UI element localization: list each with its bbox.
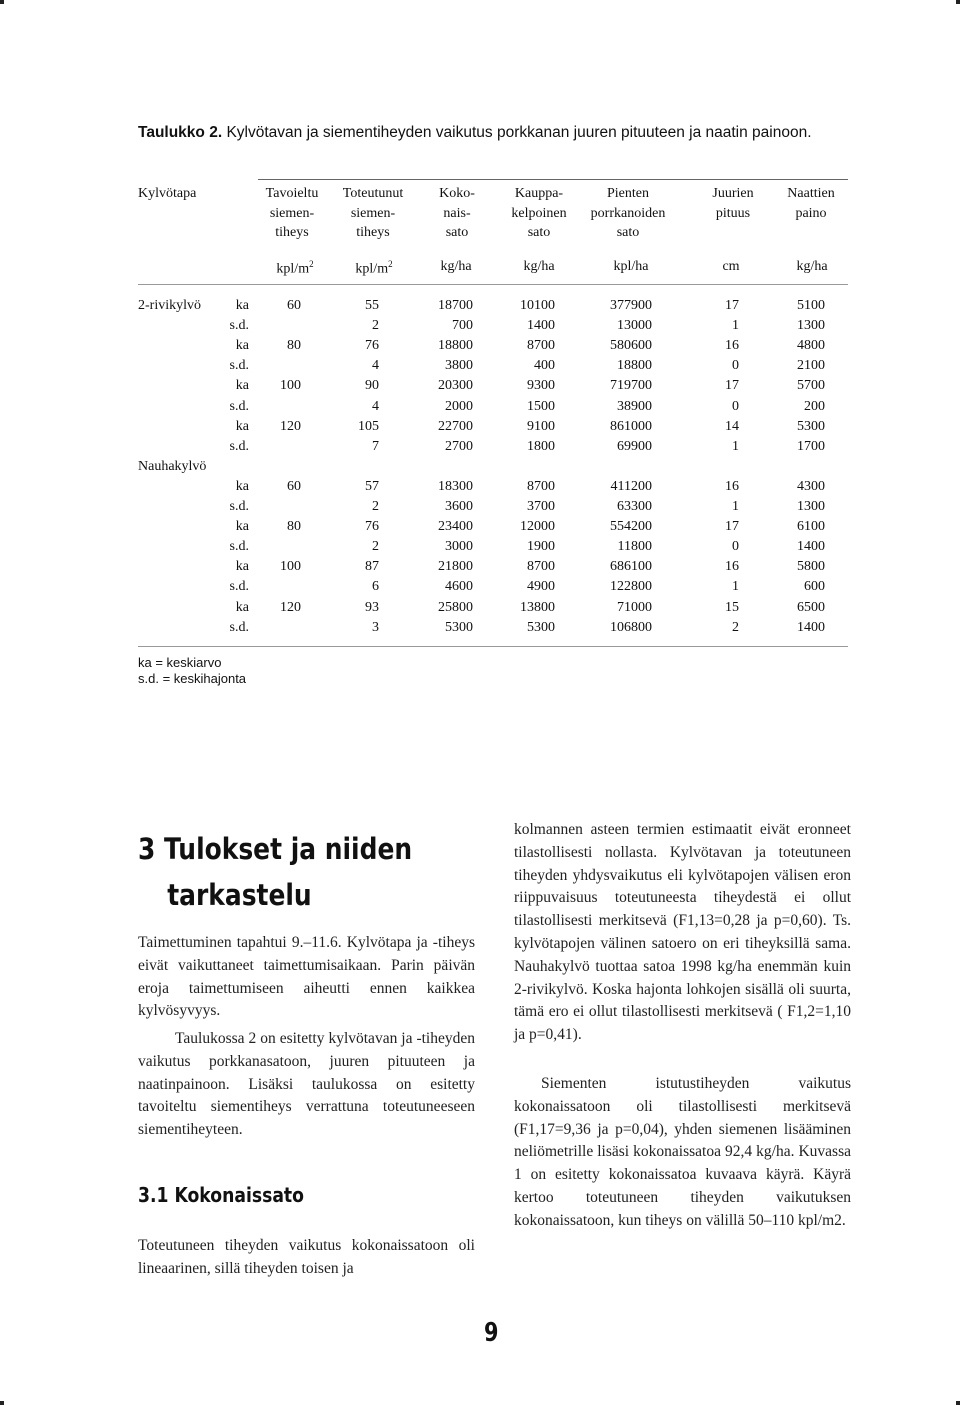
- table-row: [0, 338, 960, 358]
- cell-total: 3600: [445, 499, 473, 514]
- cell-actual: 90: [365, 378, 379, 394]
- cell-target: 80: [287, 519, 301, 535]
- cell-total: 18300: [438, 478, 473, 494]
- cell-leaf: 1300: [797, 499, 825, 514]
- cell-small: 18800: [617, 358, 652, 374]
- left-paragraph-3: Toteutuneen tiheyden vaikutus kokonaissatoon oli lineaarinen, sillä tiheyden toisen ja: [138, 1237, 475, 1277]
- cell-market: 3700: [527, 499, 555, 514]
- cell-total: 23400: [438, 519, 473, 535]
- cell-stat: ka: [235, 338, 249, 354]
- cell-leaf: 6500: [797, 599, 825, 615]
- cell-root: 1: [732, 318, 739, 334]
- cell-market: 1500: [527, 398, 555, 414]
- page-number: 9: [484, 1318, 499, 1348]
- cell-total: 5300: [445, 619, 473, 635]
- cell-total: 3800: [445, 358, 473, 374]
- table-row: [0, 399, 960, 419]
- cell-leaf: 600: [804, 579, 825, 595]
- cell-stat: s.d.: [229, 499, 249, 514]
- cell-stat: ka: [235, 478, 249, 494]
- cell-target: 100: [280, 378, 301, 394]
- cell-total: 21800: [438, 559, 473, 575]
- cell-stat: s.d.: [229, 358, 249, 374]
- cell-target: 120: [280, 599, 301, 615]
- cell-root: 2: [732, 619, 739, 635]
- cell-root: 16: [725, 559, 739, 575]
- unit-target: kpl/$m^2$: [276, 259, 314, 277]
- legend-sd: s.d. = keskihajonta: [138, 671, 247, 686]
- header-leaf-weight: Naattien paino: [787, 186, 835, 221]
- table-caption: [138, 124, 858, 142]
- crop-mark-top-right: [956, 0, 960, 4]
- cell-small: 122800: [610, 579, 652, 595]
- cell-root: 1: [732, 438, 739, 454]
- cell-target: 60: [287, 478, 301, 494]
- cell-leaf: 4300: [797, 478, 825, 494]
- cell-small: 13000: [617, 318, 652, 334]
- cell-market: 13800: [520, 599, 555, 615]
- cell-leaf: 6100: [797, 519, 825, 535]
- table-row: [0, 539, 960, 559]
- table-row: [0, 620, 960, 640]
- cell-stat: s.d.: [229, 318, 249, 334]
- cell-actual: 76: [365, 519, 379, 535]
- header-small-yield: Pienten porrkanoiden sato: [590, 186, 666, 240]
- right-paragraph-1: kolmannen asteen termien estimaatit eivät eronneet tilastollisesti nollasta. Kylvötavan ja toteutuneen tiheyden yhdysvaikutus eli kylvötapojen välisen eron riippuvaisuus toteutuneesta tiheydestä ei ollut tilastollisesti merkitsevä (F1,13=0,28 ja p=0,60). Ts. kylvötapojen välinen satoero on eri tiheyksillä sama. Nauhakylvö tuottaa satoa 1998 kg/ha enemmän kuin 2-rivikylvö. Koska hajonta lohkojen sisällä oli suurta, tämä ero ei ollut tilastollisesti merkitsevä ( F1,2=1,10 ja p=0,41).: [514, 821, 851, 1044]
- cell-leaf: 1700: [797, 438, 825, 454]
- table-header-rule: [138, 284, 848, 285]
- cell-stat: s.d.: [229, 579, 249, 595]
- table-row: [0, 358, 960, 378]
- cell-stat: ka: [235, 519, 249, 535]
- cell-group: Nauhakylvö: [138, 458, 207, 474]
- legend-ka: ka = keskiarvo: [138, 655, 222, 670]
- cell-leaf: 4800: [797, 338, 825, 354]
- cell-root: 14: [725, 418, 739, 434]
- cell-root: 0: [732, 539, 739, 555]
- table-row: [0, 459, 960, 479]
- left-paragraph-1: Taimettuminen tapahtui 9.–11.6. Kylvötapa ja -tiheys eivät vaikuttaneet taimettumisaikaan. Parin päivän eroja taimettumiseen aiheutti ennen kaikkea kylvösyvyys.: [138, 934, 475, 1020]
- cell-market: 12000: [520, 519, 555, 535]
- cell-small: 71000: [617, 599, 652, 615]
- section-heading-line1: 3 Tulokset ja niiden: [138, 832, 413, 866]
- table-top-rule: [258, 179, 848, 180]
- cell-leaf: 5700: [797, 378, 825, 394]
- cell-market: 1400: [527, 318, 555, 334]
- cell-target: 120: [280, 418, 301, 434]
- crop-mark-bottom-left: [0, 1401, 4, 1405]
- unit-leaf: kg/ha: [796, 259, 828, 274]
- cell-group: 2-rivikylvö: [138, 298, 201, 313]
- table-row: [0, 519, 960, 539]
- header-method: Kylvötapa: [138, 186, 197, 201]
- cell-target: 80: [287, 338, 301, 354]
- cell-actual: 57: [365, 478, 379, 494]
- table-row: [0, 419, 960, 439]
- table-row: [0, 378, 960, 398]
- table-row: [0, 600, 960, 620]
- cell-root: 0: [732, 398, 739, 414]
- header-root-length: Juurien pituus: [712, 186, 754, 221]
- table-row: [0, 298, 960, 318]
- unit-market: kg/ha: [523, 259, 555, 274]
- unit-root: cm: [722, 259, 740, 274]
- table-row: [0, 579, 960, 599]
- cell-small: 719700: [610, 378, 652, 394]
- cell-market: 1800: [527, 438, 555, 454]
- header-actual-density: Toteutunut siemen- tiheys: [342, 186, 404, 240]
- cell-small: 11800: [617, 539, 652, 555]
- unit-small: kpl/ha: [613, 259, 649, 274]
- cell-small: 411200: [610, 478, 652, 494]
- cell-market: 1900: [527, 539, 555, 555]
- header-market-yield: Kauppa- kelpoinen sato: [511, 186, 567, 240]
- table-bottom-rule: [138, 646, 848, 647]
- cell-leaf: 1400: [797, 539, 825, 555]
- cell-leaf: 5800: [797, 559, 825, 575]
- cell-market: 5300: [527, 619, 555, 635]
- cell-actual: 6: [372, 579, 379, 595]
- cell-actual: 4: [372, 358, 379, 374]
- cell-leaf: 2100: [797, 358, 825, 374]
- cell-actual: 2: [372, 318, 379, 334]
- cell-total: 22700: [438, 418, 473, 434]
- cell-small: 69900: [617, 438, 652, 454]
- cell-stat: ka: [235, 298, 249, 313]
- cell-target: 100: [280, 559, 301, 575]
- cell-actual: 76: [365, 338, 379, 354]
- cell-actual: 7: [372, 438, 379, 454]
- cell-small: 686100: [610, 559, 652, 575]
- cell-stat: ka: [235, 559, 249, 575]
- cell-small: 580600: [610, 338, 652, 354]
- cell-leaf: 5300: [797, 418, 825, 434]
- cell-total: 20300: [438, 378, 473, 394]
- cell-actual: 4: [372, 398, 379, 414]
- cell-total: 2000: [445, 398, 473, 414]
- cell-total: 25800: [438, 599, 473, 615]
- cell-small: 861000: [610, 418, 652, 434]
- cell-market: 8700: [527, 338, 555, 354]
- cell-stat: s.d.: [229, 539, 249, 555]
- cell-actual: 105: [358, 418, 379, 434]
- unit-total: kg/ha: [440, 259, 472, 274]
- cell-root: 15: [725, 599, 739, 615]
- cell-total: 2700: [445, 438, 473, 454]
- table-caption-text: Kylvötavan ja siementiheyden vaikutus porkkanan juuren pituuteen ja naatin painoon.: [226, 124, 812, 141]
- cell-target: 60: [287, 298, 301, 313]
- cell-market: 9100: [527, 418, 555, 434]
- cell-leaf: 1300: [797, 318, 825, 334]
- cell-actual: 55: [365, 298, 379, 313]
- cell-actual: 3: [372, 619, 379, 635]
- right-paragraph-2: Siementen istutustiheyden vaikutus kokonaissatoon oli tilastollisesti merkitsevä (F1,17=9,36 ja p=0,04), yhden siemenen lisääminen neliömetrille lisäsi kokonaissatoa 92,4 kg/ha. Kuvassa 1 on esitetty kokonaissatoa kuvaava käyrä. Käyrä kertoo toteutuneen tiheyden vaikutuksen kokonaissatoon, kun tiheys on välillä 50–110 kpl/m2.: [514, 1075, 851, 1229]
- cell-leaf: 200: [804, 398, 825, 414]
- table-row: [0, 499, 960, 519]
- cell-root: 16: [725, 338, 739, 354]
- cell-total: 18700: [438, 298, 473, 313]
- cell-small: 38900: [617, 398, 652, 414]
- cell-leaf: 5100: [797, 298, 825, 313]
- header-target-density: Tavoieltu siemen- tiheys: [265, 186, 319, 240]
- cell-total: 3000: [445, 539, 473, 555]
- cell-stat: ka: [235, 418, 249, 434]
- cell-root: 1: [732, 499, 739, 514]
- subsection-heading: 3.1 Kokonaissato: [138, 1183, 304, 1207]
- table-row: [0, 559, 960, 579]
- cell-small: 106800: [610, 619, 652, 635]
- table-caption-label: Taulukko 2.: [138, 124, 223, 141]
- cell-market: 8700: [527, 559, 555, 575]
- cell-small: 63300: [617, 499, 652, 514]
- cell-root: 1: [732, 579, 739, 595]
- cell-actual: 2: [372, 499, 379, 514]
- section-heading-line2: tarkastelu: [167, 878, 312, 912]
- cell-stat: ka: [235, 378, 249, 394]
- cell-total: 18800: [438, 338, 473, 354]
- cell-actual: 87: [365, 559, 379, 575]
- cell-leaf: 1400: [797, 619, 825, 635]
- table-row: [0, 318, 960, 338]
- cell-stat: ka: [235, 599, 249, 615]
- section-heading: [138, 826, 430, 918]
- cell-stat: s.d.: [229, 619, 249, 635]
- table-row: [0, 439, 960, 459]
- cell-root: 17: [725, 378, 739, 394]
- cell-root: 0: [732, 358, 739, 374]
- cell-market: 10100: [520, 298, 555, 313]
- cell-root: 17: [725, 519, 739, 535]
- crop-mark-top-left: [0, 0, 4, 4]
- cell-stat: s.d.: [229, 398, 249, 414]
- cell-small: 554200: [610, 519, 652, 535]
- cell-actual: 2: [372, 539, 379, 555]
- crop-mark-bottom-right: [956, 1401, 960, 1405]
- cell-market: 4900: [527, 579, 555, 595]
- cell-total: 700: [452, 318, 473, 334]
- left-paragraph-2: Taulukossa 2 on esitetty kylvötavan ja -tiheyden vaikutus porkkanasatoon, juuren pituuteen ja naatinpainoon. Lisäksi taulukossa on esitetty tavoiteltu siementiheys verrattuna toteutuneeseen siementiheyteen.: [138, 1030, 475, 1139]
- cell-total: 4600: [445, 579, 473, 595]
- table-row: [0, 479, 960, 499]
- unit-actual: kpl/$m^2$: [355, 259, 393, 277]
- cell-market: 400: [534, 358, 555, 374]
- header-total-yield: Koko- nais- sato: [439, 186, 475, 240]
- cell-root: 16: [725, 478, 739, 494]
- cell-market: 9300: [527, 378, 555, 394]
- cell-market: 8700: [527, 478, 555, 494]
- cell-actual: 93: [365, 599, 379, 615]
- cell-stat: s.d.: [229, 438, 249, 454]
- cell-small: 377900: [610, 298, 652, 313]
- cell-root: 17: [725, 298, 739, 313]
